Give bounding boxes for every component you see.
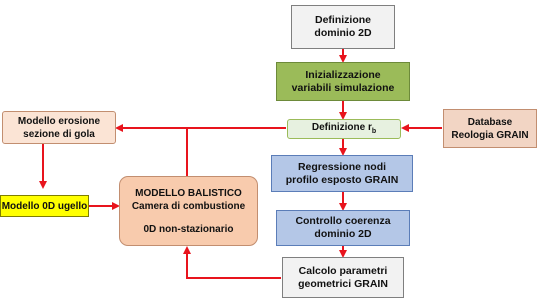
- modello-0d-ugello-label: Modello 0D ugello: [1, 200, 88, 212]
- regressione-box: [271, 155, 413, 192]
- definizione-dominio-line-2: dominio 2D: [314, 27, 372, 39]
- database-box: [443, 109, 537, 148]
- modello-balistico-line-2: Camera di combustione: [131, 200, 246, 212]
- modello-erosione-line-2: sezione di gola: [23, 128, 95, 140]
- controllo-line-1: Controllo coerenza: [295, 215, 391, 227]
- modello-erosione-line-1: Modello erosione: [17, 115, 101, 127]
- modello-balistico-line-4: 0D non-stazionario: [143, 223, 234, 235]
- calcolo-line-1: Calcolo parametri: [298, 264, 388, 277]
- inizializzazione-line-2: variabili simulazione: [291, 81, 395, 94]
- modello-balistico-line-1: MODELLO BALISTICO: [135, 187, 242, 199]
- modello-0d-ugello-box: [0, 195, 89, 217]
- modello-erosione-box: [2, 111, 116, 144]
- regressione-line-1: Regressione nodi: [297, 160, 387, 173]
- arrow-calcolo-to-balistico: [187, 248, 281, 278]
- regressione-line-2: profilo esposto GRAIN: [285, 173, 399, 186]
- definizione-dominio-box: [291, 5, 395, 49]
- calcolo-line-2: geometrici GRAIN: [298, 277, 388, 290]
- definizione-rb-subscript: b: [371, 127, 377, 135]
- database-line-1: Database: [467, 116, 513, 128]
- modello-balistico-spacer: [132, 213, 245, 223]
- definizione-rb-label: Definizione r: [311, 121, 372, 133]
- controllo-box: [276, 210, 410, 246]
- inizializzazione-box: [276, 62, 410, 101]
- definizione-rb-label-wrap: [312, 121, 376, 138]
- modello-balistico-box: [119, 176, 258, 246]
- database-line-2: Reologia GRAIN: [451, 129, 529, 141]
- definizione-dominio-line-1: Definizione: [314, 14, 371, 26]
- calcolo-box: [282, 257, 404, 298]
- definizione-rb-box: [287, 119, 401, 139]
- inizializzazione-line-1: Inizializzazione: [305, 68, 381, 81]
- controllo-line-2: dominio 2D: [314, 228, 372, 240]
